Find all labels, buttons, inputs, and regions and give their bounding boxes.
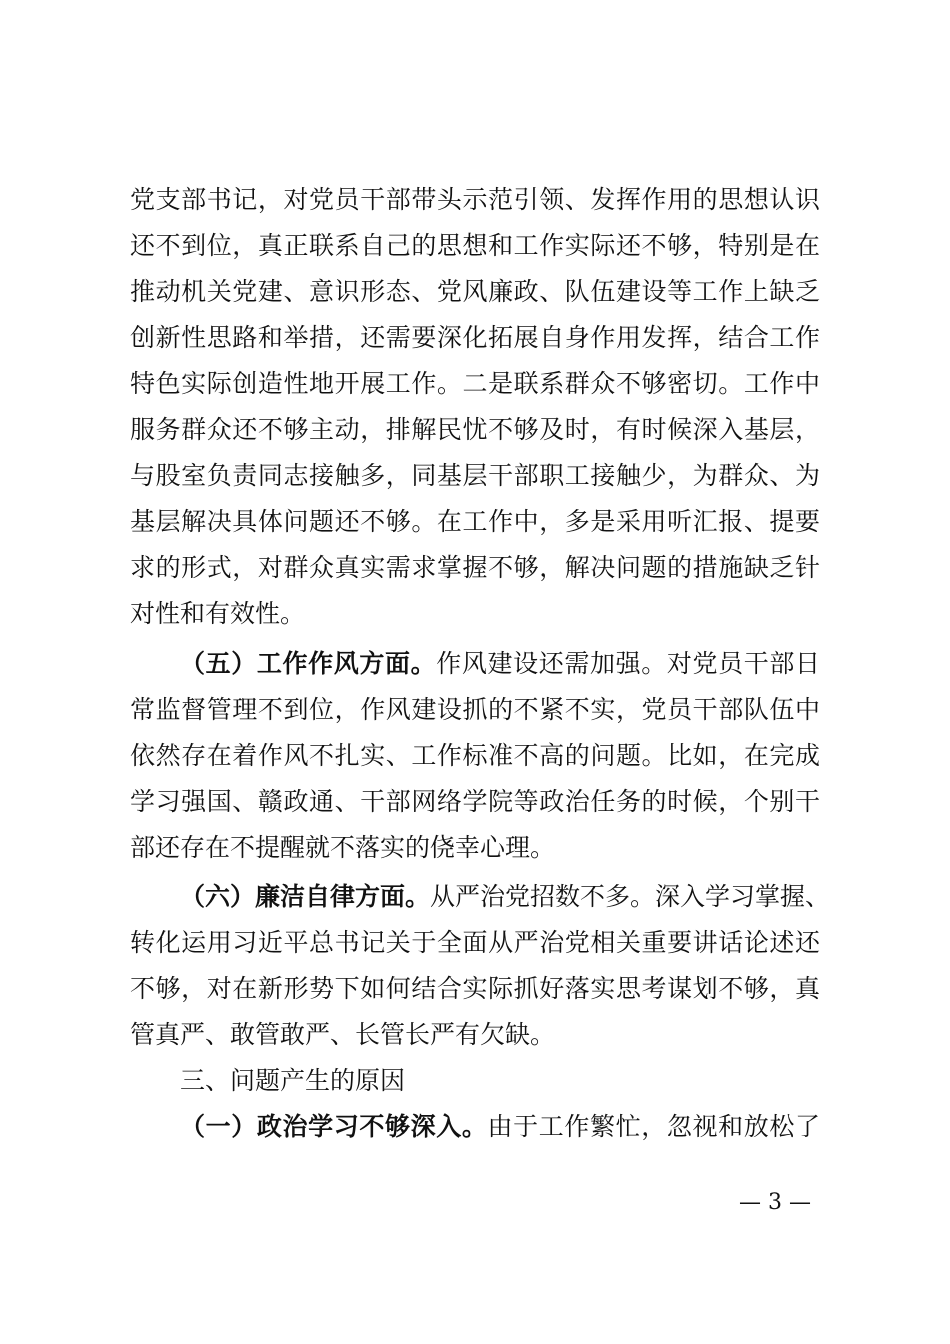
body-text-line: 还不到位，真正联系自己的思想和工作实际还不够，特别是在 bbox=[130, 231, 820, 260]
body-text-line: 推动机关党建、意识形态、党风廉政、队伍建设等工作上缺乏 bbox=[130, 277, 820, 306]
body-text-line: 特色实际创造性地开展工作。二是联系群众不够密切。工作中 bbox=[130, 369, 820, 398]
body-text-line: 不够，对在新形势下如何结合实际抓好落实思考谋划不够，真 bbox=[130, 974, 820, 1003]
body-text-line: 创新性思路和举措，还需要深化拓展自身作用发挥，结合工作 bbox=[130, 323, 820, 352]
body-text-line: 部还存在不提醒就不落实的侥幸心理。 bbox=[130, 833, 556, 862]
paragraph-first-line bbox=[180, 1104, 820, 1150]
paragraph-first-line bbox=[180, 874, 831, 920]
body-text-line: 转化运用习近平总书记关于全面从严治党相关重要讲话论述还 bbox=[130, 928, 820, 957]
body-text-line: 与股室负责同志接触多，同基层干部职工接触少，为群众、为 bbox=[130, 461, 820, 490]
paragraph-first-line bbox=[180, 641, 820, 687]
body-text-line: 常监督管理不到位，作风建设抓的不紧不实，党员干部队伍中 bbox=[130, 695, 820, 724]
paragraph-lead: （一）政治学习不够深入。 bbox=[180, 1112, 488, 1141]
body-text-line: 依然存在着作风不扎实、工作标准不高的问题。比如，在完成 bbox=[130, 741, 820, 770]
body-text-line: 对性和有效性。 bbox=[130, 599, 306, 628]
body-text-line: 学习强国、赣政通、干部网络学院等政治任务的时候，个别干 bbox=[130, 787, 820, 816]
section-heading: 三、问题产生的原因 bbox=[180, 1066, 406, 1095]
body-text-line: 服务群众还不够主动，排解民忧不够及时，有时候深入基层， bbox=[130, 415, 820, 444]
body-text-line: 党支部书记，对党员干部带头示范引领、发挥作用的思想认识 bbox=[130, 185, 820, 214]
body-text-line: 基层解决具体问题还不够。在工作中，多是采用听汇报、提要 bbox=[130, 507, 820, 536]
paragraph-lead: （六）廉洁自律方面。 bbox=[180, 882, 431, 911]
paragraph-lead: （五）工作作风方面。 bbox=[180, 649, 437, 678]
paragraph-text: 作风建设还需加强。对党员干部日 bbox=[436, 649, 820, 678]
page-number: — 3 — bbox=[739, 1190, 811, 1215]
body-text-line: 求的形式，对群众真实需求掌握不够，解决问题的措施缺乏针 bbox=[130, 553, 820, 582]
paragraph-text: 从严治党招数不多。深入学习掌握、 bbox=[430, 882, 831, 911]
paragraph-text: 由于工作繁忙，忽视和放松了 bbox=[487, 1112, 820, 1141]
body-text-line: 管真严、敢管敢严、长管长严有欠缺。 bbox=[130, 1020, 556, 1049]
